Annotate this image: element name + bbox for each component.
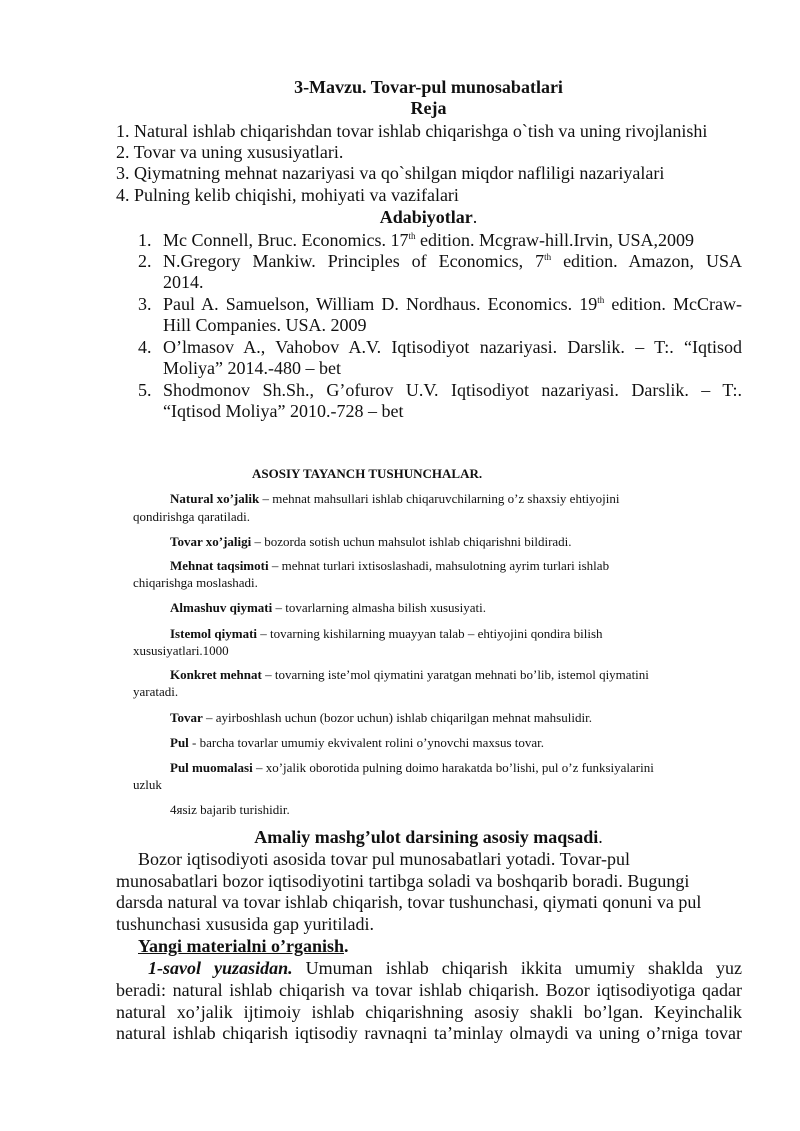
plan-item: 1. Natural ishlab chiqarishdan tovar ishlab chiqarishga o`tish va uning rivojlanishi (116, 121, 708, 141)
concept-item: Natural xo’jalik – mehnat mahsullari ishlab chiqaruvchilarning o’z shaxsiy ehtiyojini (170, 491, 620, 506)
concept-item-cont: chiqarishga moslashadi. (133, 575, 258, 590)
concept-item: Tovar – ayirboshlash uchun (bozor uchun) ishlab chiqarilgan mehnat mahsulidir. (170, 710, 592, 725)
concept-item: Istemol qiymati – tovarning kishilarning muayyan talab – ehtiyojini qondira bilish (170, 626, 603, 641)
paragraph-line: natural ishlab chiqarish iqtisodiy ravnaqni ta’minlay olmaydi va uning o’rniga tovar (116, 1023, 742, 1043)
paragraph-line: natural xo’jalik ijtimoiy ishlab chiqarishning asosiy shakli bo’lgan. Keyinchalik (116, 1002, 742, 1022)
paragraph-line: Bozor iqtisodiyoti asosida tovar pul munosabatlari yotadi. Tovar-pul (138, 849, 630, 869)
concept-item-cont: uzluk (133, 777, 162, 792)
plan-heading: Reja (410, 98, 447, 118)
concept-item: Tovar xo’jaligi – bozorda sotish uchun mahsulot ishlab chiqarishni bildiradi. (170, 534, 572, 549)
literature-text: O’lmasov A., Vahobov A.V. Iqtisodiyot nazariyasi. Darslik. – T:. “Iqtisod Moliya” 2014.-480 – bet (163, 337, 742, 378)
literature-number: 4. (138, 337, 152, 357)
literature-number: 2. (138, 251, 152, 271)
literature-text: Shodmonov Sh.Sh., G’ofurov U.V. Iqtisodiyot nazariyasi. Darslik. – T:. “Iqtisod Moliya” 2010.-728 – bet (163, 380, 742, 421)
concept-item-cont: xususiyatlari.1000 (133, 643, 229, 658)
concept-item: Konkret mehnat – tovarning iste’mol qiymatini yaratgan mehnati bo’lib, istemol qiymatini (170, 667, 649, 682)
paragraph-line: tushunchasi xususida gap yuritiladi. (116, 914, 374, 934)
concept-trailing: 4яsiz bajarib turishidir. (170, 802, 290, 817)
page-title: 3-Mavzu. Tovar-pul munosabatlari (294, 77, 563, 97)
paragraph-line: darsda natural va tovar ishlab chiqarish, tovar tushunchasi, qiymati qonuni va pul (116, 892, 702, 912)
literature-text: Paul A. Samuelson, William D. Nordhaus. Economics. 19th edition. McCraw- Hill Companies. USA. 2009 (163, 294, 742, 335)
literature-number: 1. (138, 230, 152, 250)
concepts-heading: ASOSIY TAYANCH TUSHUNCHALAR. (252, 466, 483, 481)
paragraph-line: 1-savol yuzasidan. Umuman ishlab chiqarish ikkita umumiy shaklda yuz (148, 958, 743, 978)
paragraph-line: beradi: natural ishlab chiqarish va tovar ishlab chiqarish. Bozor iqtisodiyotiga qadar (116, 980, 742, 1000)
plan-item: 4. Pulning kelib chiqishi, mohiyati va vazifalari (116, 185, 459, 205)
literature-text: Mc Connell, Bruc. Economics. 17th edition. Mcgraw-hill.Irvin, USA,2009 (163, 230, 694, 250)
literature-number: 3. (138, 294, 152, 314)
concept-item: Almashuv qiymati – tovarlarning almasha bilish xususiyati. (170, 600, 486, 615)
concept-item: Pul - barcha tovarlar umumiy ekvivalent rolini o’ynovchi maxsus tovar. (170, 735, 545, 750)
literature-number: 5. (138, 380, 152, 400)
paragraph-line: munosabatlari bozor iqtisodiyotini tartibga soladi va boshqarib boradi. Bugungi (116, 871, 690, 891)
concept-item-cont: yaratadi. (133, 684, 179, 699)
plan-item: 3. Qiymatning mehnat nazariyasi va qo`shilgan miqdor nafliligi nazariyalari (116, 163, 665, 183)
practice-heading: Amaliy mashg’ulot darsining asosiy maqsadi. (254, 827, 603, 847)
concept-item-cont: qondirishga qaratiladi. (133, 509, 250, 524)
concept-item: Mehnat taqsimoti – mehnat turlari ixtisoslashadi, mahsulotning ayrim turlari ishlab (170, 558, 610, 573)
plan-item: 2. Tovar va uning xususiyatlari. (116, 142, 344, 162)
concept-item: Pul muomalasi – xo’jalik oborotida pulning doimo harakatda bo’lishi, pul o’z funksiyalarini (170, 760, 654, 775)
literature-text: N.Gregory Mankiw. Principles of Economics, 7th edition. Amazon, USA 2014. (163, 251, 742, 292)
new-material-heading: Yangi materialni o’rganish. (138, 936, 349, 956)
literature-heading: Adabiyotlar. (379, 207, 478, 227)
